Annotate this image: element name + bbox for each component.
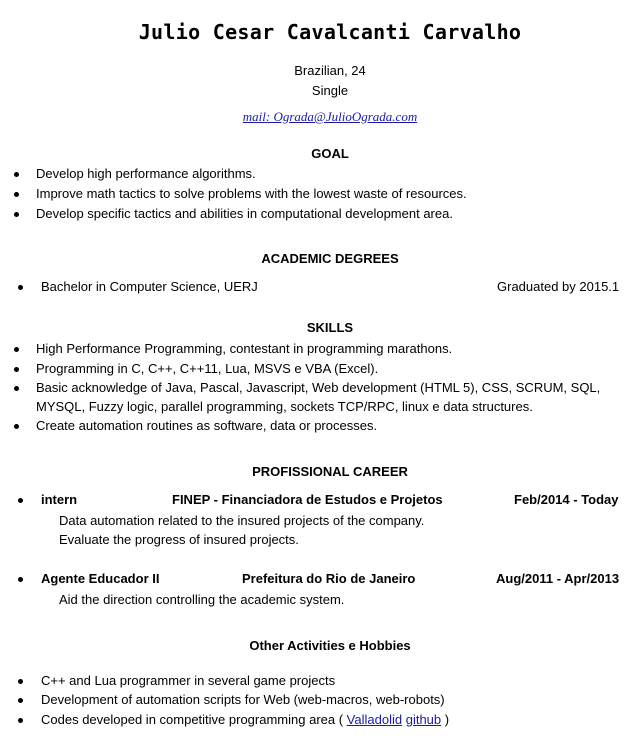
goal-item: Develop high performance algorithms. (36, 166, 256, 181)
skill-item: Create automation routines as software, data or processes. (36, 418, 378, 433)
skill-item: High Performance Programming, contestant in programming marathons. (36, 341, 453, 356)
bullet-icon (14, 212, 19, 217)
goal-heading: GOAL (311, 146, 349, 161)
job-description: Aid the direction controlling the academic system. (59, 592, 345, 607)
codes-close-paren: ) (444, 712, 450, 727)
job-company: Prefeitura do Rio de Janeiro (242, 571, 416, 586)
hobby-item: Development of automation scripts for Web (web-macros, web-robots) (41, 692, 445, 707)
mail-link[interactable]: mail: Ograda@JulioOgrada.com (242, 109, 418, 124)
job-period: Feb/2014 - Today (514, 492, 619, 507)
job-description: Data automation related to the insured projects of the company. (59, 513, 425, 528)
skills-heading: SKILLS (306, 320, 354, 335)
skill-item: Programming in C, C++, C++11, Lua, MSVS e VBA (Excel). (36, 361, 379, 376)
hobby-item-codes (41, 712, 449, 727)
hobby-item: C++ and Lua programmer in several game projects (41, 673, 336, 688)
career-heading: PROFISSIONAL CAREER (252, 464, 408, 479)
job-company: FINEP - Financiadora de Estudos e Projetos (172, 492, 443, 507)
github-link[interactable]: github (405, 712, 442, 727)
job-description: Evaluate the progress of insured projects. (59, 532, 299, 547)
goal-item: Improve math tactics to solve problems with the lowest waste of resources. (36, 186, 467, 201)
job-role: Agente Educador II (41, 571, 160, 586)
marital-status: Single (311, 83, 349, 98)
bullet-icon (18, 718, 23, 723)
resume-name: Julio Cesar Cavalcanti Carvalho (138, 20, 522, 44)
codes-text: Codes developed in competitive programming area ( (41, 712, 344, 727)
job-period: Aug/2011 - Apr/2013 (496, 571, 620, 586)
skill-item-continued: MYSQL, Fuzzy logic, parallel programming, sockets TCP/RPC, linux e data structures. (36, 399, 533, 414)
bullet-icon (14, 386, 19, 391)
bullet-icon (14, 347, 19, 352)
degree-text: Bachelor in Computer Science, UERJ (41, 279, 258, 294)
academic-heading: ACADEMIC DEGREES (261, 251, 399, 266)
bullet-icon (18, 577, 23, 582)
bullet-icon (18, 498, 23, 503)
nationality-age: Brazilian, 24 (294, 63, 366, 78)
bullet-icon (18, 285, 23, 290)
bullet-icon (14, 172, 19, 177)
bullet-icon (18, 698, 23, 703)
hobbies-heading: Other Activities e Hobbies (249, 638, 411, 653)
bullet-icon (18, 679, 23, 684)
bullet-icon (14, 192, 19, 197)
skill-item: Basic acknowledge of Java, Pascal, Javascript, Web development (HTML 5), CSS, SCRUM, SQL, (36, 380, 601, 395)
valladolid-link[interactable]: Valladolid (346, 712, 403, 727)
graduated-text: Graduated by 2015.1 (497, 279, 620, 294)
bullet-icon (14, 367, 19, 372)
goal-item: Develop specific tactics and abilities in computational development area. (36, 206, 453, 221)
job-role: intern (41, 492, 78, 507)
bullet-icon (14, 424, 19, 429)
